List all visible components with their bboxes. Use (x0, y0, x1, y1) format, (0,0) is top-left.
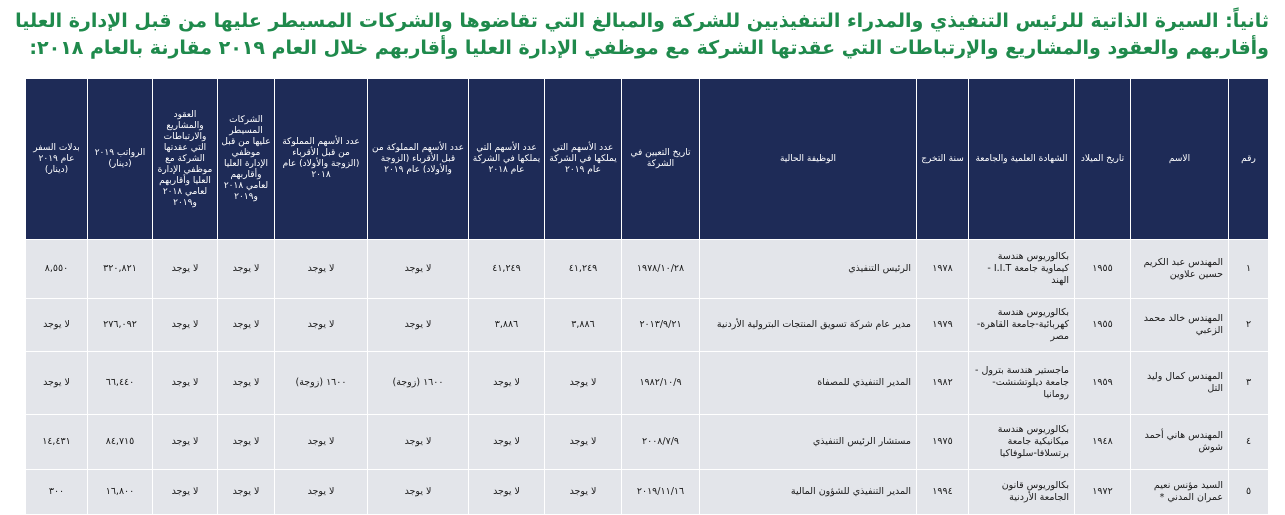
col-header-hired: تاريخ التعيين في الشركة (622, 79, 700, 240)
page-heading (16, 8, 1269, 62)
cell-degree: بكالوريوس قانون الجامعة الأردنية (969, 470, 1075, 515)
col-header-relatives-2019: عدد الأسهم المملوكة من قبل الأقرباء (الزوجة والأولاد) عام ٢٠١٩ (368, 79, 469, 240)
table-row (26, 470, 1269, 515)
cell-salary: ٦٦,٤٤٠ (88, 352, 153, 415)
cell-contracts: لا يوجد (153, 415, 218, 470)
cell-shares-2019: لا يوجد (545, 352, 622, 415)
cell-shares-2018: لا يوجد (469, 415, 545, 470)
cell-grad: ١٩٧٨ (917, 240, 969, 299)
cell-birth: ١٩٥٥ (1075, 240, 1131, 299)
cell-name: السيد مؤنس نعيم عمران المدني * (1131, 470, 1229, 515)
cell-travel: ٨,٥٥٠ (26, 240, 88, 299)
cell-companies: لا يوجد (218, 470, 275, 515)
cell-travel: ١٤,٤٣١ (26, 415, 88, 470)
col-header-companies: الشركات المسيطر عليها من قبل موظفي الإدارة العليا وأقاربهم لعامي ٢٠١٨ و٢٠١٩ (218, 79, 275, 240)
cell-travel: لا يوجد (26, 352, 88, 415)
cell-birth: ١٩٥٥ (1075, 299, 1131, 352)
cell-contracts: لا يوجد (153, 352, 218, 415)
cell-relatives-2018: لا يوجد (275, 240, 368, 299)
col-header-shares-2018: عدد الأسهم التي يملكها في الشركة عام ٢٠١٨ (469, 79, 545, 240)
cell-birth: ١٩٤٨ (1075, 415, 1131, 470)
cell-travel: لا يوجد (26, 299, 88, 352)
cell-shares-2018: لا يوجد (469, 470, 545, 515)
cell-hired: ١٩٨٢/١٠/٩ (622, 352, 700, 415)
cell-relatives-2018: لا يوجد (275, 470, 368, 515)
col-header-salary: الرواتب ٢٠١٩ (دينار) (88, 79, 153, 240)
cell-shares-2018: ٣,٨٨٦ (469, 299, 545, 352)
cell-shares-2018: ٤١,٢٤٩ (469, 240, 545, 299)
cell-hired: ١٩٧٨/١٠/٢٨ (622, 240, 700, 299)
col-header-degree: الشهادة العلمية والجامعة (969, 79, 1075, 240)
cell-name: المهندس كمال وليد التل (1131, 352, 1229, 415)
cell-relatives-2019: لا يوجد (368, 240, 469, 299)
cell-job: المدير التنفيذي للمصفاة (700, 352, 917, 415)
cell-no: ٤ (1229, 415, 1269, 470)
cell-no: ١ (1229, 240, 1269, 299)
cell-relatives-2019: لا يوجد (368, 470, 469, 515)
cell-shares-2019: ٤١,٢٤٩ (545, 240, 622, 299)
cell-birth: ١٩٧٢ (1075, 470, 1131, 515)
table-row (26, 240, 1269, 299)
cell-job: المدير التنفيذي للشؤون المالية (700, 470, 917, 515)
cell-travel: ٣٠٠ (26, 470, 88, 515)
cell-contracts: لا يوجد (153, 299, 218, 352)
cell-degree: بكالوريوس هندسة ميكانيكية جامعة برتسلافا-سلوفاكيا (969, 415, 1075, 470)
col-header-contracts: العقود والمشاريع والارتباطات التي عقدتها الشركة مع موظفي الإدارة العليا وأقاربهم لعامي ٢٠١٨ و٢٠١٩ (153, 79, 218, 240)
cell-relatives-2018: لا يوجد (275, 415, 368, 470)
cell-job: مستشار الرئيس التنفيذي (700, 415, 917, 470)
cell-hired: ٢٠٠٨/٧/٩ (622, 415, 700, 470)
cell-relatives-2019: ١٦٠٠ (زوجة) (368, 352, 469, 415)
cell-companies: لا يوجد (218, 299, 275, 352)
cell-grad: ١٩٧٥ (917, 415, 969, 470)
cell-relatives-2019: لا يوجد (368, 299, 469, 352)
cell-degree: ماجستير هندسة بترول - جامعة ديلوتشنشت- رومانيا (969, 352, 1075, 415)
cell-companies: لا يوجد (218, 352, 275, 415)
col-header-name: الاسم (1131, 79, 1229, 240)
table-row (26, 352, 1269, 415)
col-header-job: الوظيفة الحالية (700, 79, 917, 240)
cell-grad: ١٩٩٤ (917, 470, 969, 515)
cell-no: ٢ (1229, 299, 1269, 352)
col-header-grad: سنة التخرج (917, 79, 969, 240)
table-header-row (26, 79, 1269, 240)
cell-job: الرئيس التنفيذي (700, 240, 917, 299)
cell-hired: ٢٠١٣/٩/٢١ (622, 299, 700, 352)
cell-shares-2018: لا يوجد (469, 352, 545, 415)
cell-degree: بكالوريوس هندسة كيماوية جامعة I.I.T - الهند (969, 240, 1075, 299)
col-header-birth: تاريخ الميلاد (1075, 79, 1131, 240)
cell-salary: ٢٧٦,٠٩٢ (88, 299, 153, 352)
cell-companies: لا يوجد (218, 240, 275, 299)
cell-salary: ٨٤,٧١٥ (88, 415, 153, 470)
table-row (26, 299, 1269, 352)
cell-degree: بكالوريوس هندسة كهربائية-جامعة القاهرة-مصر (969, 299, 1075, 352)
executives-table (25, 78, 1269, 515)
cell-shares-2019: لا يوجد (545, 415, 622, 470)
col-header-relatives-2018: عدد الأسهم المملوكة من قبل الأقرباء (الزوجة والأولاد) عام ٢٠١٨ (275, 79, 368, 240)
cell-companies: لا يوجد (218, 415, 275, 470)
col-header-travel: بدلات السفر عام ٢٠١٩ (دينار) (26, 79, 88, 240)
cell-relatives-2018: ١٦٠٠ (زوجة) (275, 352, 368, 415)
cell-relatives-2018: لا يوجد (275, 299, 368, 352)
col-header-shares-2019: عدد الأسهم التي يملكها في الشركة عام ٢٠١٩ (545, 79, 622, 240)
cell-shares-2019: ٣,٨٨٦ (545, 299, 622, 352)
cell-grad: ١٩٨٢ (917, 352, 969, 415)
cell-name: المهندس عبد الكريم حسين علاوين (1131, 240, 1229, 299)
cell-contracts: لا يوجد (153, 240, 218, 299)
cell-shares-2019: لا يوجد (545, 470, 622, 515)
heading-line-2: وأقاربهم والعقود والمشاريع والإرتباطات التي عقدتها الشركة مع موظفي الإدارة العليا وأقاربهم خلال العام ٢٠١٩ مقارنة بالعام ٢٠١٨: (29, 37, 1269, 59)
cell-hired: ٢٠١٩/١١/١٦ (622, 470, 700, 515)
heading-line-1: ثانياً: السيرة الذاتية للرئيس التنفيذي والمدراء التنفيذيين للشركة والمبالغ التي تقاضوها والشركات المسيطر عليها من قبل الإدارة العليا (15, 10, 1269, 32)
cell-relatives-2019: لا يوجد (368, 415, 469, 470)
table-row (26, 415, 1269, 470)
col-header-no: رقم (1229, 79, 1269, 240)
cell-salary: ٣٢٠,٨٢١ (88, 240, 153, 299)
cell-no: ٥ (1229, 470, 1269, 515)
cell-birth: ١٩٥٩ (1075, 352, 1131, 415)
cell-name: المهندس خالد محمد الزعبي (1131, 299, 1229, 352)
cell-no: ٣ (1229, 352, 1269, 415)
cell-grad: ١٩٧٩ (917, 299, 969, 352)
cell-contracts: لا يوجد (153, 470, 218, 515)
cell-job: مدير عام شركة تسويق المنتجات البترولية الأردنية (700, 299, 917, 352)
cell-salary: ١٦,٨٠٠ (88, 470, 153, 515)
cell-name: المهندس هاني أحمد شوش (1131, 415, 1229, 470)
